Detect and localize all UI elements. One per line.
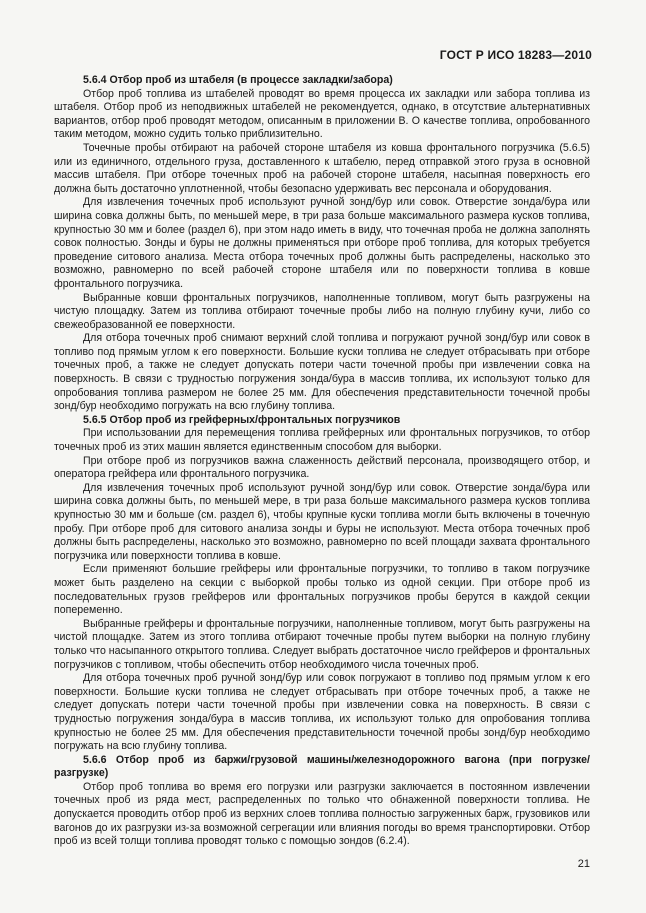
document-code-header: ГОСТ Р ИСО 18283—2010 [439,48,592,62]
paragraph: Точечные пробы отбирают на рабочей стороне штабеля из ковша фронтального погрузчика (5.6.5) или из единичного, отдельного груза, доставленного к штабелю, перед отправкой этого груза в основной массив штабеля. При отборе точечных проб на рабочей стороне штабеля, насыпная поверхность его должна быть достаточно уплотненной, чтобы безопасно удерживать вес персонала и оборудования. [54,141,590,195]
page-number: 21 [577,858,590,870]
paragraph: При использовании для перемещения топлива грейферных или фронтальных погрузчиков, то отбор точечных проб из этих машин является единственным способом для выборки. [54,427,590,454]
document-body [54,74,590,849]
paragraph: Для отбора точечных проб снимают верхний слой топлива и погружают ручной зонд/бур или совок в топливо под прямым углом к его поверхности. Большие куски топлива не следует отбрасывать при отборе точечных проб, а также не следует допускать потери части точечной пробы при извлечении совка на поверхность. В связи с трудностью погружения зонда/бура в массив топлива, их используют только для опробования топлива размером не более 25 мм. Для обеспечения представительности точечной пробы зонд/бур необходимо погружать на всю глубину топлива. [54,332,590,413]
paragraph: Выбранные ковши фронтальных погрузчиков, наполненные топливом, могут быть разгружены на чистую площадку. Затем из топлива отбирают точечные пробы либо на полную глубину кучи, либо со свежеобразованной ее поверхности. [54,291,590,331]
paragraph: Отбор проб топлива из штабелей проводят во время процесса их закладки или забора топлива из штабеля. Отбор проб из неподвижных штабелей не рекомендуется, однако, в отсутствие альтернативных вариантов, отбор проб проводят методом, описанным в приложении В. О качестве топлива, опробованного таким методом, можно судить только приблизительно. [54,87,590,141]
section-5-6-6 [54,754,590,849]
section-heading: 5.6.4 Отбор проб из штабеля (в процессе закладки/забора) [83,74,393,86]
paragraph: Для извлечения точечных проб используют ручной зонд/бур или совок. Отверстие зонда/бура или ширина совка должны быть, по меньшей мере, в три раза больше максимального размера кусков топлива крупностью 30 мм и больше (см. раздел 6), чтобы крупные куски топлива могли быть включены в точечную пробу. При отборе проб для ситового анализа зонды и буры не используют. Места отбора точечных проб должны быть распределены, насколько это возможно, равномерно по всей площади захвата фронтального погрузчика или поверхности топлива в ковше. [54,481,590,562]
paragraph: Для отбора точечных проб ручной зонд/бур или совок погружают в топливо под прямым углом к его поверхности. Большие куски топлива не следует отбрасывать при отборе точечных проб, а также не следует допускать потери части точечной пробы при извлечении совка на поверхность. В связи с трудностью погружения зонда/бура в массив топлива, их используют только для опробования топлива крупностью не более 25 мм. Для обеспечения представительности точечной пробы зонд/бур необходимо погружать на всю глубину топлива. [54,672,590,753]
section-heading: 5.6.6 Отбор проб из баржи/грузовой машины/железнодорожного вагона (при погрузке/разгрузке) [54,753,590,780]
paragraph: Для извлечения точечных проб используют ручной зонд/бур или совок. Отверстие зонда/бура или ширина совка должны быть, по меньшей мере, в три раза больше максимального размера кусков топлива, крупностью 30 мм и более (раздел 6), при этом надо иметь в виду, что точечная проба не должна заполнять совок полностью. Зонды и буры не должны применяться при отборе проб топлива, для которых требуется проведение ситового анализа. Места отбора точечных проб должны быть распределены, насколько это возможно, равномерно по всей рабочей стороне штабеля или по поверхности топлива в ковше фронтального погрузчика. [54,196,590,290]
section-5-6-5 [54,414,590,754]
paragraph: Если применяют большие грейферы или фронтальные погрузчики, то топливо в таком погрузчике может быть разделено на секции с выборкой пробы только из одной секции. При отборе проб из последовательных грузов грейферов или фронтальных погрузчиков пробы берутся в каждой секции попеременно. [54,563,590,617]
paragraph: При отборе проб из погрузчиков важна слаженность действий персонала, производящего отбор, и оператора грейфера или фронтального погрузчика. [54,454,590,481]
paragraph: Отбор проб топлива во время его погрузки или разгрузки заключается в постоянном извлечении точечных проб из ряда мест, распределенных по только что обнаженной поверхности топлива. Не допускается проводить отбор проб из верхних слоев топлива полностью загруженных барж, грузовиков или вагонов до их разгрузки из-за возможной сегрегации или влияния погоды во время транспортировки. Отбор проб из всей толщи топлива проводят только с помощью зондов (6.2.4). [54,780,590,848]
paragraph: Выбранные грейферы и фронтальные погрузчики, наполненные топливом, могут быть разгружены на чистой площадке. Затем из этого топлива отбирают точечные пробы путем выборки на полную глубину только что насыпанного открытого топлива. Следует выбрать достаточное число грейферов и фронтальных погрузчиков с топливом, чтобы обеспечить отбор необходимого числа точечных проб. [54,617,590,671]
section-heading: 5.6.5 Отбор проб из грейферных/фронтальных погрузчиков [83,413,401,426]
section-5-6-4 [54,74,590,414]
